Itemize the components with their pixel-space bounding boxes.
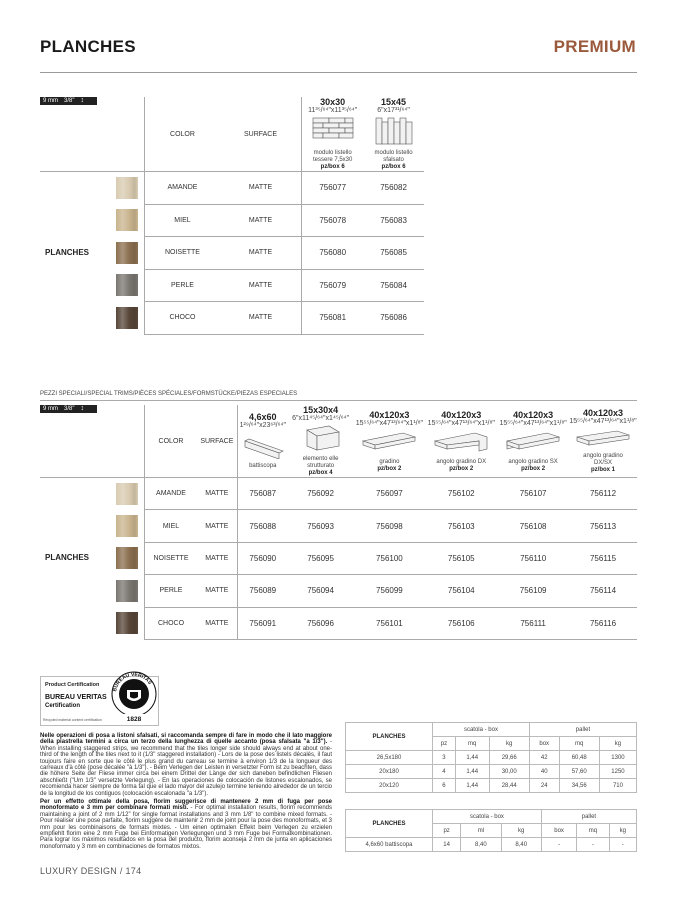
- installation-note: [40, 733, 332, 797]
- packing-table-trims: [345, 809, 637, 852]
- article-code: 756091: [237, 607, 287, 639]
- format-size: 15x30x4: [303, 405, 339, 415]
- swatch-cell: [40, 204, 145, 237]
- format-inch: 6"x17³¹/⁶⁴": [377, 107, 410, 114]
- packing-value: 8,40: [461, 838, 501, 852]
- article-code: 756084: [363, 269, 424, 302]
- table-row: [40, 607, 637, 639]
- format-pz: pz/box 2: [377, 465, 402, 472]
- packing-format: 20x120: [346, 779, 433, 793]
- packing-unit: box: [529, 737, 559, 751]
- packing-value: 34,56: [559, 779, 599, 793]
- packing-value: 60,48: [559, 751, 599, 765]
- article-code: 756115: [569, 542, 637, 574]
- article-code: 756081: [302, 302, 363, 335]
- article-code: 756077: [302, 172, 363, 205]
- article-code: 756098: [353, 510, 425, 542]
- bureau-veritas-logo: [110, 668, 158, 726]
- packing-value: 40: [529, 765, 559, 779]
- article-code: 756090: [237, 542, 287, 574]
- article-code: 756111: [497, 607, 569, 639]
- packing-format: 20x180: [346, 765, 433, 779]
- surface-name: MATTE: [197, 478, 237, 510]
- thickness-mm: 9 mm: [43, 406, 58, 412]
- packing-value: 29,66: [489, 751, 529, 765]
- packing-unit: mq: [577, 824, 609, 838]
- format-caption: angolo gradino SX: [508, 458, 558, 465]
- format-caption: angolo gradino DX: [436, 458, 487, 465]
- packing-value: 24: [529, 779, 559, 793]
- article-code: 756113: [569, 510, 637, 542]
- article-code: 756110: [497, 542, 569, 574]
- gradino-icon: [359, 429, 419, 455]
- packing-group-pallet: pallet: [529, 723, 636, 737]
- table-row: [40, 478, 637, 510]
- article-code: 756086: [363, 302, 424, 335]
- thickness-arrow-icon: ↕: [80, 405, 84, 412]
- color-name: PERLE: [145, 269, 220, 302]
- special-trims-table: [40, 405, 637, 640]
- format-pz: pz/box 6: [381, 164, 406, 170]
- format-inch: 15⁵⁵/⁶⁴"x47¹³/⁶⁴"x1¹/⁸": [569, 418, 637, 425]
- format-caption: modulo listello: [374, 150, 413, 156]
- collection-label: PREMIUM: [553, 37, 636, 56]
- packing-value: 710: [599, 779, 636, 793]
- article-code: 756107: [497, 478, 569, 510]
- packing-unit: kg: [489, 737, 529, 751]
- swatch-cell: [40, 607, 145, 639]
- format-caption: tessere 7,5x30: [313, 157, 353, 163]
- table-row: [40, 204, 424, 237]
- packing-value: 57,60: [559, 765, 599, 779]
- packing-format: 26,5x180: [346, 751, 433, 765]
- article-code: 756096: [288, 607, 354, 639]
- color-name: AMANDE: [145, 478, 197, 510]
- color-swatch: [116, 580, 138, 602]
- elemento-elle-icon: [299, 424, 343, 452]
- format-caption: elemento elle: [302, 456, 339, 462]
- article-code: 756078: [302, 204, 363, 237]
- swatch-cell: [40, 172, 145, 205]
- format-inch: 6"x11⁴⁵/⁶⁴"x1⁴⁵/⁶⁴": [292, 415, 350, 422]
- modulo-sfalsato-icon: [370, 116, 418, 146]
- table-row: [40, 172, 424, 205]
- packing-group-box: scatola - box: [433, 810, 542, 824]
- packing-value: 14: [433, 838, 461, 852]
- packing-row: [346, 751, 637, 765]
- logo-text: BUREAU VERITAS: [112, 671, 153, 693]
- article-code: 756088: [237, 510, 287, 542]
- thickness-inch: 3/8": [64, 98, 75, 104]
- packing-value: -: [577, 838, 609, 852]
- table-row: [40, 510, 637, 542]
- surface-header: SURFACE: [220, 97, 302, 172]
- packing-unit: pz: [433, 737, 456, 751]
- surface-name: MATTE: [220, 237, 302, 270]
- color-swatch: [116, 547, 138, 569]
- cert-small: Recycled material content certification: [43, 718, 102, 722]
- packing-table: [345, 722, 637, 793]
- group-label: PLANCHES: [45, 553, 90, 563]
- format-inch: 15⁵⁵/⁶⁴"x47¹³/⁶⁴"x1¹/⁸": [355, 419, 424, 427]
- packing-value: 28,44: [489, 779, 529, 793]
- color-name: MIEL: [145, 510, 197, 542]
- table-row: [40, 575, 637, 607]
- table-row: [40, 237, 424, 270]
- article-code: 756101: [353, 607, 425, 639]
- format-caption: angolo gradino: [583, 453, 623, 459]
- color-name: NOISETTE: [145, 542, 197, 574]
- surface-name: MATTE: [197, 607, 237, 639]
- note-bold: Nelle operazioni di posa a listoni sfalsati, si raccomanda sempre di fare in modo che il lato maggiore della piastrella termini a circa un terzo della lunghezza di quelle accanto (posa sfalsata "a 1/3").: [40, 733, 332, 746]
- article-code: 756087: [237, 478, 287, 510]
- packing-row: [346, 765, 637, 779]
- modulo-listello-icon: [309, 116, 357, 146]
- article-code: 756085: [363, 237, 424, 270]
- color-header: COLOR: [145, 405, 197, 478]
- color-swatch: [116, 274, 138, 296]
- battiscopa-icon: [241, 431, 285, 459]
- table-row: [40, 542, 637, 574]
- article-code: 756102: [425, 478, 497, 510]
- thickness-mm: 9 mm: [43, 98, 58, 104]
- packing-value: 4: [433, 765, 456, 779]
- page-title: PLANCHES: [40, 37, 136, 56]
- surface-name: MATTE: [220, 204, 302, 237]
- format-inch: 11³⁵/⁶⁴"x11³⁵/⁶⁴": [308, 107, 358, 114]
- packing-unit: box: [541, 824, 576, 838]
- packing-group-box: scatola - box: [433, 723, 530, 737]
- packing-value: -: [541, 838, 576, 852]
- packing-unit: kg: [609, 824, 636, 838]
- format-header: [302, 97, 363, 172]
- surface-name: MATTE: [220, 269, 302, 302]
- packing-title: PLANCHES: [346, 810, 433, 838]
- article-code: 756109: [497, 575, 569, 607]
- article-code: 756097: [353, 478, 425, 510]
- packing-value: 1300: [599, 751, 636, 765]
- format-pz: pz/box 6: [320, 164, 345, 170]
- surface-name: MATTE: [220, 302, 302, 335]
- article-code: 756082: [363, 172, 424, 205]
- format-inch: 15⁵⁵/⁶⁴"x47¹³/⁶⁴"x1¹/⁸": [427, 419, 495, 427]
- swatch-cell: [40, 575, 145, 607]
- format-header: [353, 405, 425, 478]
- article-code: 756094: [288, 575, 354, 607]
- note-text: - When installing staggered strips, we recommend that the tiles longer side should always end at about one-third of the length of the tiles next to it (1/3" staggered installation) - Lors de la pose des listels décalés, il faut toujours faire en sorte que le côté le plus grand du carreau se termine à environ 1/3 de la longueur des carreaux d'à côté (pose décalée "à 1/3"). - Beim Verlegen der Leisten in versetzter Form ist zu beachten, dass die höhere Seite der Fliese immer circa bei einem Drittel der Länge der sich daneben befindlichen Fliesen abschließt ("Um 1/3" versetzte Verlegung). - En las operaciones de colocación de listones escalonados, se recomienda hacer siempre de forma tal que el lado mayor del azulejo termine teniendo alrededor de un tercio de la longitud de los contiguos (colocación escalonada "a 1/3").: [40, 739, 332, 797]
- packing-value: 8,40: [501, 838, 541, 852]
- color-swatch: [116, 209, 138, 231]
- article-code: 756103: [425, 510, 497, 542]
- header-divider: [40, 72, 637, 73]
- packing-value: -: [609, 838, 636, 852]
- packing-value: 42: [529, 751, 559, 765]
- packing-row: [346, 838, 637, 852]
- joint-note: [40, 799, 332, 850]
- packing-unit: ml: [461, 824, 501, 838]
- article-code: 756112: [569, 478, 637, 510]
- packing-value: 6: [433, 779, 456, 793]
- packing-row: [346, 779, 637, 793]
- article-code: 756100: [353, 542, 425, 574]
- color-swatch: [116, 307, 138, 329]
- angolo-gradino-dx-icon: [431, 429, 491, 455]
- format-caption: battiscopa: [249, 463, 277, 469]
- table-row: [40, 302, 424, 335]
- article-code: 756114: [569, 575, 637, 607]
- format-size: 40x120x3: [441, 409, 482, 420]
- article-code: 756106: [425, 607, 497, 639]
- format-size: 40x120x3: [369, 409, 410, 420]
- article-code: 756092: [288, 478, 354, 510]
- format-pz: pz/box 2: [449, 465, 474, 472]
- format-inch: 1²⁹/⁶⁴"x23⁶³/⁶⁴": [239, 422, 286, 429]
- angolo-gradino-dxsx-icon: [573, 427, 633, 449]
- surface-name: MATTE: [220, 172, 302, 205]
- format-inch: 15⁵⁵/⁶⁴"x47¹³/⁶⁴"x1¹/⁸": [499, 419, 567, 427]
- article-code: 756083: [363, 204, 424, 237]
- article-code: 756099: [353, 575, 425, 607]
- swatch-cell: [40, 237, 145, 270]
- swatch-cell: [40, 478, 145, 510]
- format-header: [569, 405, 637, 478]
- swatch-cell: [40, 269, 145, 302]
- format-pz: pz/box 4: [308, 470, 333, 476]
- packing-value: 1250: [599, 765, 636, 779]
- format-caption: DX/SX: [594, 460, 613, 466]
- packing-value: 3: [433, 751, 456, 765]
- packing-group-pallet: pallet: [541, 810, 636, 824]
- article-code: 756079: [302, 269, 363, 302]
- surface-name: MATTE: [197, 575, 237, 607]
- packing-unit: mq: [559, 737, 599, 751]
- table-row: [40, 269, 424, 302]
- cert-label: Product Certification: [45, 682, 100, 688]
- cert-sub: Certification: [45, 703, 81, 709]
- color-swatch: [116, 515, 138, 537]
- format-caption: modulo listello: [313, 150, 352, 156]
- article-code: 756104: [425, 575, 497, 607]
- color-header: COLOR: [145, 97, 220, 172]
- color-name: CHOCO: [145, 607, 197, 639]
- logo-year: 1828: [126, 716, 142, 723]
- packing-value: 30,00: [489, 765, 529, 779]
- format-size: 4,6x60: [249, 412, 277, 422]
- cert-name: BUREAU VERITAS: [45, 694, 107, 701]
- article-code: 756080: [302, 237, 363, 270]
- specials-divider: [40, 400, 637, 401]
- format-header: [237, 405, 287, 478]
- article-code: 756095: [288, 542, 354, 574]
- format-caption: strutturato: [307, 463, 335, 469]
- thickness-arrow-icon: ↕: [80, 97, 84, 104]
- format-header: [288, 405, 354, 478]
- article-code: 756105: [425, 542, 497, 574]
- format-caption: sfalsato: [383, 157, 404, 163]
- format-size: 40x120x3: [513, 409, 554, 420]
- swatch-cell: [40, 542, 145, 574]
- color-name: CHOCO: [145, 302, 220, 335]
- color-name: PERLE: [145, 575, 197, 607]
- packing-unit: mq: [455, 737, 489, 751]
- article-code: 756116: [569, 607, 637, 639]
- color-name: AMANDE: [145, 172, 220, 205]
- color-name: NOISETTE: [145, 237, 220, 270]
- format-header: [497, 405, 569, 478]
- angolo-gradino-sx-icon: [503, 429, 563, 455]
- color-swatch: [116, 483, 138, 505]
- packing-value: 1,44: [455, 765, 489, 779]
- packing-value: 1,44: [455, 779, 489, 793]
- swatch-cell: [40, 510, 145, 542]
- format-pz: pz/box 2: [521, 465, 546, 472]
- swatch-cell: [40, 302, 145, 335]
- packing-title: PLANCHES: [346, 723, 433, 751]
- surface-header: SURFACE: [197, 405, 237, 478]
- packing-format: 4,6x60 battiscopa: [346, 838, 433, 852]
- thickness-inch: 3/8": [64, 406, 75, 412]
- packing-unit: kg: [599, 737, 636, 751]
- article-code: 756089: [237, 575, 287, 607]
- format-size: 15x45: [381, 97, 407, 107]
- page-footer: LUXURY DESIGN / 174: [40, 866, 142, 876]
- format-pz: pz/box 1: [591, 467, 616, 473]
- color-name: MIEL: [145, 204, 220, 237]
- specials-label: PEZZI SPECIALI/SPECIAL TRIMS/PIÈCES SPÉCIALES/FORMSTÜCKE/PIEZAS ESPECIALES: [40, 391, 298, 397]
- packing-unit: kg: [501, 824, 541, 838]
- surface-name: MATTE: [197, 542, 237, 574]
- article-code: 756108: [497, 510, 569, 542]
- color-swatch: [116, 177, 138, 199]
- packing-value: 1,44: [455, 751, 489, 765]
- packing-unit: pz: [433, 824, 461, 838]
- group-label: PLANCHES: [45, 247, 90, 257]
- note-bold: Per un effetto ottimale della posa, florim suggerisce di mantenere 2 mm di fuga per pose monoformato e 3 mm per combinare formati misti.: [40, 799, 332, 812]
- color-swatch: [116, 242, 138, 264]
- note-text: - For optimal installation results, florim recommends maintaining a joint of 2 mm 1/12" for single format installations and 3 mm 1/8" to combine mixed formats. - Pour réaliser une pose parfaite, florim suggère de maintenir 2 mm de joint pour la pose des monoformats, et 3 mm pour les combinaisons de formats mixtes. - Um einen optimalen Effekt beim Verlegen zu erzielen empfiehlt florim eine 2 mm Fuge bei Einformatigen Verlegungen und 3 mm Fuge bei Formatkombinationen. Para lograr los máximos resultados en la posa del producto, florim aconseja 2 mm de junta en aplicaciones monoformato y 3 mm en combinaciones de formatos mixtos.: [40, 805, 332, 850]
- format-size: 30x30: [320, 97, 346, 107]
- article-code: 756093: [288, 510, 354, 542]
- format-header: [363, 97, 424, 172]
- format-caption: gradino: [379, 458, 400, 465]
- format-size: 40x120x3: [583, 408, 624, 418]
- surface-name: MATTE: [197, 510, 237, 542]
- color-swatch: [116, 612, 138, 634]
- planches-table: [40, 97, 424, 335]
- format-header: [425, 405, 497, 478]
